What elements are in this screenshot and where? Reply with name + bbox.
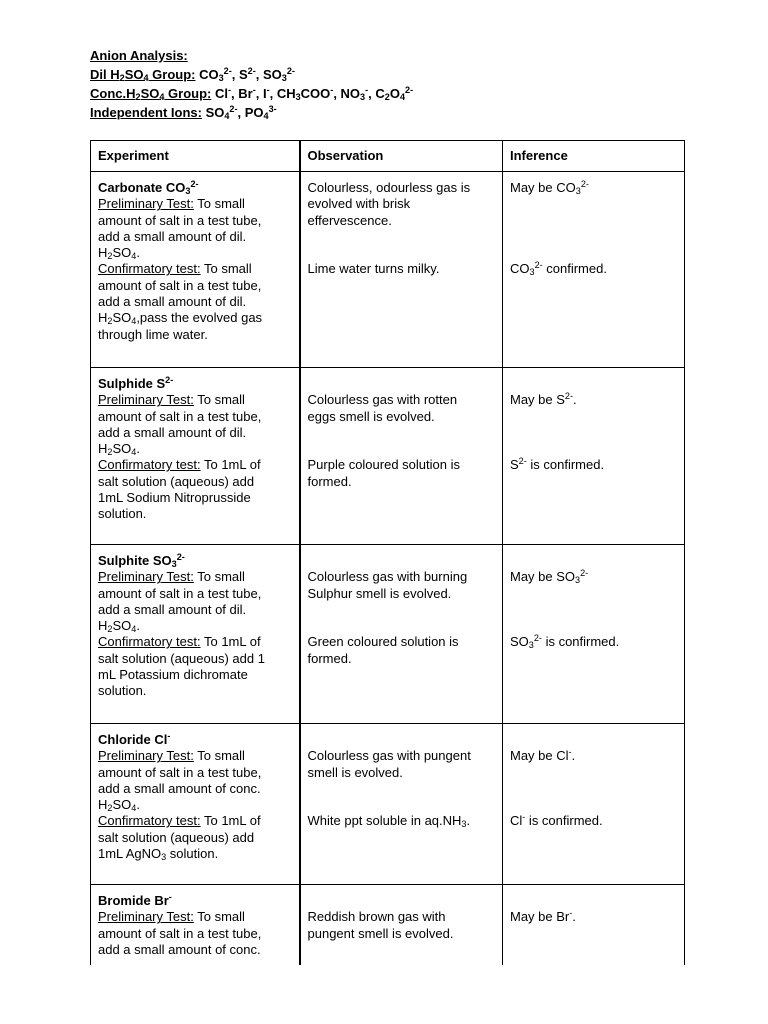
text-line: 1mL Sodium Nitroprusside xyxy=(98,490,251,506)
heading-title: Anion Analysis: xyxy=(90,48,188,63)
text-line: effervescence. xyxy=(307,212,392,228)
text-line: $H_2SO_4$. xyxy=(98,797,140,814)
spacer xyxy=(308,781,496,814)
text-line: formed. xyxy=(307,473,352,489)
inference-confirmed: Cl- is confirmed. xyxy=(510,812,603,829)
text-line: salt solution (aqueous) add xyxy=(98,829,255,845)
text-line: evolved with brisk xyxy=(307,196,411,212)
inference-preliminary: May be $CO_3^{2-}$ xyxy=(510,179,589,196)
spacer xyxy=(308,229,496,262)
preliminary-test: Preliminary Test: To small xyxy=(98,748,245,764)
inference-cell xyxy=(503,545,685,724)
text-line: mL Potassium dichromate xyxy=(98,667,248,683)
text-line: solution. xyxy=(98,506,147,522)
heading-conc-group: $Conc.H_2SO_4$ Group: Cl-, Br-, I-, $CH_3COO^-$, $NO_3^-$, $C_2O_4^{2-}$ xyxy=(90,85,414,102)
spacer xyxy=(308,893,496,909)
text-line: add a small amount of dil. xyxy=(98,601,247,617)
text-line: amount of salt in a test tube, xyxy=(98,408,262,424)
spacer xyxy=(308,425,496,458)
inference-cell xyxy=(503,368,685,545)
table-row-sulphite xyxy=(91,545,685,724)
spacer xyxy=(510,586,677,635)
text-line: Reddish brown gas with xyxy=(307,909,446,925)
text-line: amount of salt in a test tube, xyxy=(98,764,262,780)
text-line: add a small amount of dil. xyxy=(98,294,247,310)
spacer xyxy=(510,409,677,458)
preliminary-test: Preliminary Test: To small xyxy=(98,909,245,925)
spacer xyxy=(308,553,496,569)
table-row-sulphide xyxy=(91,368,685,545)
text-line: solution. xyxy=(98,683,147,699)
anion-name: Bromide Br- xyxy=(98,892,172,908)
spacer xyxy=(510,765,677,814)
anion-name: Sulphide $S^{2-}$ xyxy=(98,375,174,391)
anion-name: Sulphite $SO_3^{2-}$ xyxy=(98,552,185,569)
inference-cell xyxy=(503,172,685,368)
inference-preliminary: May be $S^{2-}$. xyxy=(510,391,577,408)
experiment-cell xyxy=(91,545,300,724)
inference-preliminary: May be Br-. xyxy=(510,908,576,925)
header-observation: Observation xyxy=(300,141,503,172)
spacer xyxy=(510,893,677,909)
text-line: $H_2SO_4$. xyxy=(98,618,140,635)
text-line: salt solution (aqueous) add xyxy=(98,473,255,489)
observation-cell xyxy=(300,724,503,885)
text-line: Colourless gas with rotten xyxy=(307,392,458,408)
spacer xyxy=(308,732,496,748)
table-header-row xyxy=(91,141,685,172)
confirmatory-test: Confirmatory test: To 1mL of xyxy=(98,813,261,829)
anion-analysis-table xyxy=(90,140,685,1005)
text-line: $H_2SO_4$. xyxy=(98,245,140,262)
text-line: White ppt soluble in $aq.NH_3$. xyxy=(307,813,471,830)
experiment-cell xyxy=(91,724,300,885)
preliminary-test: Preliminary Test: To small xyxy=(98,569,245,585)
anion-name: Chloride Cl- xyxy=(98,731,171,747)
observation-cell xyxy=(300,172,503,368)
inference-cell xyxy=(503,724,685,885)
observation-cell xyxy=(300,368,503,545)
anion-name: Carbonate $CO_3^{2-}$ xyxy=(98,179,199,196)
anion-groups-heading xyxy=(90,46,413,122)
preliminary-test: Preliminary Test: To small xyxy=(98,392,245,408)
inference-confirmed: $SO_3^{2-}$ is confirmed. xyxy=(510,633,620,651)
text-line: Colourless gas with pungent xyxy=(307,748,471,764)
text-line: amount of salt in a test tube, xyxy=(98,212,262,228)
confirmatory-test: Confirmatory test: To 1mL of xyxy=(98,457,261,473)
observation-cell xyxy=(300,545,503,724)
spacer xyxy=(308,376,496,392)
experiment-cell xyxy=(91,368,300,545)
experiment-cell xyxy=(91,172,300,368)
text-line: 1mL AgNO$_3$ solution. xyxy=(98,846,219,863)
text-line: Colourless, odourless gas is xyxy=(307,180,471,195)
table-row-carbonate xyxy=(91,172,685,368)
text-line: formed. xyxy=(307,650,352,666)
text-line: through lime water. xyxy=(98,326,208,342)
table-row-chloride xyxy=(91,724,685,885)
text-line: add a small amount of dil. xyxy=(98,228,247,244)
header-experiment: Experiment xyxy=(91,141,300,172)
inference-confirmed: $CO_3^{2-}$ confirmed. xyxy=(510,260,607,278)
text-line: $H_2SO_4,pass$ the evolved gas xyxy=(98,310,263,327)
spacer xyxy=(510,732,677,748)
text-line: amount of salt in a test tube, xyxy=(98,925,262,941)
header-inference: Inference xyxy=(503,141,685,172)
text-line: amount of salt in a test tube, xyxy=(98,585,262,601)
text-line: add a small amount of conc. xyxy=(98,780,261,796)
spacer xyxy=(308,602,496,635)
text-line: salt solution (aqueous) add 1 xyxy=(98,650,265,666)
text-line: eggs smell is evolved. xyxy=(307,408,435,424)
spacer xyxy=(510,553,677,569)
text-line: Purple coloured solution is xyxy=(307,457,460,473)
inference-confirmed: $S^{2-}$ is confirmed. xyxy=(510,456,605,473)
page-bottom-margin xyxy=(0,965,768,1024)
heading-independent-ions: Independent Ions: $SO_4^{2-}$, $PO_4^{3-}$ xyxy=(90,104,277,121)
confirmatory-test: Confirmatory test: To 1mL of xyxy=(98,634,261,650)
text-line: pungent smell is evolved. xyxy=(307,925,454,941)
confirmatory-test: Confirmatory test: To small xyxy=(98,261,252,277)
text-line: $H_2SO_4$. xyxy=(98,441,140,458)
heading-dil-group: Dil $H_2SO_4$ Group: $CO_3^{2-}$, $S^{2-}$, $SO_3^{2-}$ xyxy=(90,66,295,83)
inference-preliminary: May be Cl-. xyxy=(510,747,576,764)
text-line: add a small amount of conc. xyxy=(98,941,261,957)
text-line: Sulphur smell is evolved. xyxy=(307,585,452,601)
text-line: Green coloured solution is xyxy=(307,634,459,650)
text-line: Colourless gas with burning xyxy=(307,569,468,585)
text-line: amount of salt in a test tube, xyxy=(98,277,262,293)
text-line: Lime water turns milky. xyxy=(307,261,440,277)
preliminary-test: Preliminary Test: To small xyxy=(98,196,245,212)
inference-preliminary: May be $SO_3^{2-}$ xyxy=(510,568,589,586)
spacer xyxy=(510,196,677,261)
text-line: smell is evolved. xyxy=(307,764,403,780)
text-line: add a small amount of dil. xyxy=(98,424,247,440)
spacer xyxy=(510,376,677,392)
